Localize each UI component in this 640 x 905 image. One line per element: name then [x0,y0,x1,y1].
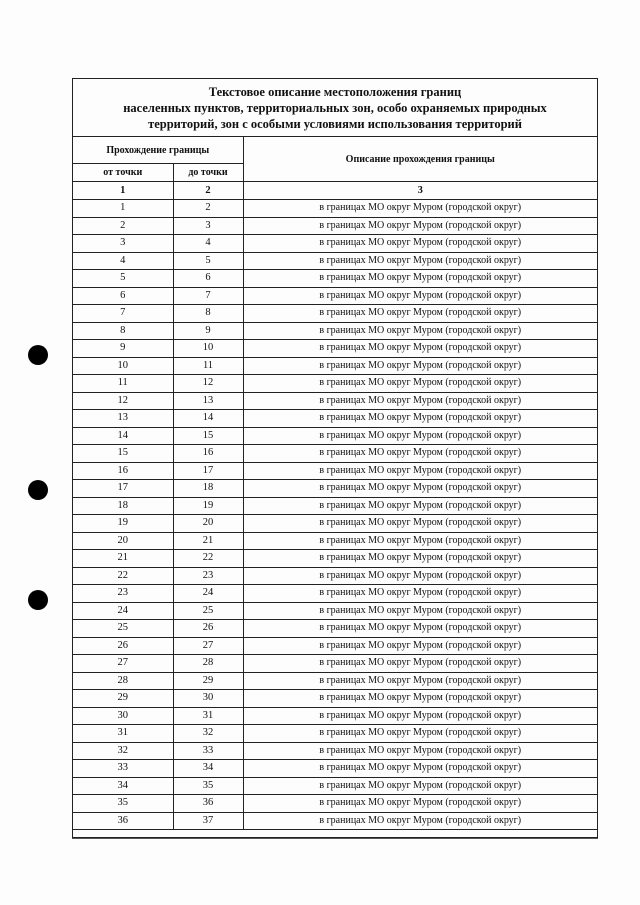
cell-from-point: 10 [73,357,173,375]
cell-to-point: 10 [173,340,243,358]
cell-description: в границах МО округ Муром (городской округ) [243,672,597,690]
table-row [73,392,597,410]
table-row [73,777,597,795]
cell-description: в границах МО округ Муром (городской округ) [243,690,597,708]
cell-to-point: 5 [173,252,243,270]
cell-to-point: 34 [173,760,243,778]
cell-description: в границах МО округ Муром (городской округ) [243,515,597,533]
cell-to-point: 23 [173,567,243,585]
table-row [73,462,597,480]
cell-to-point: 26 [173,620,243,638]
cell-to-point: 2 [173,200,243,218]
cell-from-point: 19 [73,515,173,533]
cell-from-point: 4 [73,252,173,270]
cell-description: в границах МО округ Муром (городской округ) [243,725,597,743]
table-row [73,375,597,393]
cell-to-point: 6 [173,270,243,288]
table-body [73,200,597,830]
bottom-rule [72,838,598,839]
table-row [73,445,597,463]
table-row [73,480,597,498]
header-description: Описание прохождения границы [243,137,597,182]
cell-to-point: 8 [173,305,243,323]
cell-from-point: 11 [73,375,173,393]
cell-from-point: 6 [73,287,173,305]
cell-description: в границах МО округ Муром (городской округ) [243,287,597,305]
cell-from-point: 26 [73,637,173,655]
table-row [73,812,597,830]
table-row [73,287,597,305]
cell-from-point: 34 [73,777,173,795]
cell-to-point: 7 [173,287,243,305]
cell-to-point: 4 [173,235,243,253]
table-row [73,795,597,813]
cell-description: в границах МО округ Муром (городской округ) [243,235,597,253]
cell-description: в границах МО округ Муром (городской округ) [243,497,597,515]
table-row [73,235,597,253]
table-row [73,515,597,533]
cell-description: в границах МО округ Муром (городской округ) [243,742,597,760]
cell-description: в границах МО округ Муром (городской округ) [243,445,597,463]
cell-to-point: 9 [173,322,243,340]
cell-to-point: 29 [173,672,243,690]
table-row [73,340,597,358]
cell-description: в границах МО округ Муром (городской округ) [243,357,597,375]
cell-description: в границах МО округ Муром (городской округ) [243,480,597,498]
table-row [73,217,597,235]
table-row [73,655,597,673]
cell-to-point: 21 [173,532,243,550]
header-boundary-passage: Прохождение границы [73,137,243,164]
cell-description: в границах МО округ Муром (городской округ) [243,270,597,288]
table-row [73,200,597,218]
cell-description: в границах МО округ Муром (городской округ) [243,707,597,725]
cell-from-point: 8 [73,322,173,340]
column-number-1: 1 [73,182,173,200]
cell-from-point: 30 [73,707,173,725]
cell-description: в границах МО округ Муром (городской округ) [243,637,597,655]
cell-description: в границах МО округ Муром (городской округ) [243,392,597,410]
title-line-1: Текстовое описание местоположения границ [208,85,462,99]
cell-to-point: 14 [173,410,243,428]
cell-from-point: 1 [73,200,173,218]
cell-description: в границах МО округ Муром (городской округ) [243,375,597,393]
cell-description: в границах МО округ Муром (городской округ) [243,410,597,428]
cell-description: в границах МО округ Муром (городской округ) [243,550,597,568]
title-line-2: населенных пунктов, территориальных зон, особо охраняемых природных [123,101,547,115]
cell-description: в границах МО округ Муром (городской округ) [243,620,597,638]
cell-description: в границах МО округ Муром (городской округ) [243,252,597,270]
table-row [73,690,597,708]
cell-description: в границах МО округ Муром (городской округ) [243,340,597,358]
cell-to-point: 15 [173,427,243,445]
cell-description: в границах МО округ Муром (городской округ) [243,462,597,480]
cell-description: в границах МО округ Муром (городской округ) [243,305,597,323]
cell-description: в границах МО округ Муром (городской округ) [243,322,597,340]
cell-to-point: 18 [173,480,243,498]
cell-from-point: 32 [73,742,173,760]
table-row [73,672,597,690]
cell-description: в границах МО округ Муром (городской округ) [243,795,597,813]
cell-from-point: 27 [73,655,173,673]
cell-description: в границах МО округ Муром (городской округ) [243,602,597,620]
table-row [73,357,597,375]
cell-description: в границах МО округ Муром (городской округ) [243,760,597,778]
cell-to-point: 3 [173,217,243,235]
cell-to-point: 37 [173,812,243,830]
cell-from-point: 9 [73,340,173,358]
cell-to-point: 31 [173,707,243,725]
table-row [73,322,597,340]
table-row [73,620,597,638]
document-title [73,79,597,137]
cell-description: в границах МО округ Муром (городской округ) [243,217,597,235]
cell-to-point: 11 [173,357,243,375]
cell-to-point: 32 [173,725,243,743]
table-row [73,725,597,743]
table-row [73,410,597,428]
boundary-table [73,137,597,830]
punch-hole-top [28,345,48,365]
cell-to-point: 13 [173,392,243,410]
cell-from-point: 20 [73,532,173,550]
cell-from-point: 29 [73,690,173,708]
cell-to-point: 12 [173,375,243,393]
table-row [73,760,597,778]
document-frame [72,78,598,838]
cell-to-point: 24 [173,585,243,603]
punch-hole-middle [28,480,48,500]
table-row [73,567,597,585]
table-row [73,270,597,288]
cell-to-point: 22 [173,550,243,568]
cell-to-point: 25 [173,602,243,620]
table-row [73,252,597,270]
cell-to-point: 30 [173,690,243,708]
cell-from-point: 12 [73,392,173,410]
punch-hole-bottom [28,590,48,610]
cell-to-point: 20 [173,515,243,533]
cell-from-point: 16 [73,462,173,480]
cell-description: в границах МО округ Муром (городской округ) [243,427,597,445]
cell-to-point: 36 [173,795,243,813]
column-number-2: 2 [173,182,243,200]
cell-to-point: 35 [173,777,243,795]
cell-from-point: 25 [73,620,173,638]
cell-from-point: 21 [73,550,173,568]
cell-from-point: 5 [73,270,173,288]
header-to-point: до точки [173,164,243,182]
cell-from-point: 3 [73,235,173,253]
cell-description: в границах МО округ Муром (городской округ) [243,655,597,673]
cell-from-point: 2 [73,217,173,235]
table-row [73,532,597,550]
table-row [73,742,597,760]
cell-from-point: 35 [73,795,173,813]
table-row [73,637,597,655]
cell-from-point: 15 [73,445,173,463]
cell-to-point: 16 [173,445,243,463]
cell-from-point: 28 [73,672,173,690]
cell-from-point: 24 [73,602,173,620]
cell-from-point: 23 [73,585,173,603]
cell-description: в границах МО округ Муром (городской округ) [243,532,597,550]
cell-description: в границах МО округ Муром (городской округ) [243,567,597,585]
table-row [73,427,597,445]
title-line-3: территорий, зон с особыми условиями использования территорий [148,117,522,131]
cell-from-point: 13 [73,410,173,428]
cell-to-point: 17 [173,462,243,480]
cell-from-point: 22 [73,567,173,585]
column-number-3: 3 [243,182,597,200]
cell-description: в границах МО округ Муром (городской округ) [243,777,597,795]
cell-to-point: 27 [173,637,243,655]
cell-description: в границах МО округ Муром (городской округ) [243,812,597,830]
table-row [73,550,597,568]
table-row [73,585,597,603]
header-from-point: от точки [73,164,173,182]
cell-from-point: 17 [73,480,173,498]
cell-to-point: 33 [173,742,243,760]
cell-to-point: 28 [173,655,243,673]
cell-description: в границах МО округ Муром (городской округ) [243,585,597,603]
cell-to-point: 19 [173,497,243,515]
table-row [73,602,597,620]
cell-from-point: 36 [73,812,173,830]
table-row [73,305,597,323]
cell-description: в границах МО округ Муром (городской округ) [243,200,597,218]
cell-from-point: 7 [73,305,173,323]
cell-from-point: 31 [73,725,173,743]
table-row [73,497,597,515]
cell-from-point: 18 [73,497,173,515]
cell-from-point: 33 [73,760,173,778]
cell-from-point: 14 [73,427,173,445]
table-row [73,707,597,725]
